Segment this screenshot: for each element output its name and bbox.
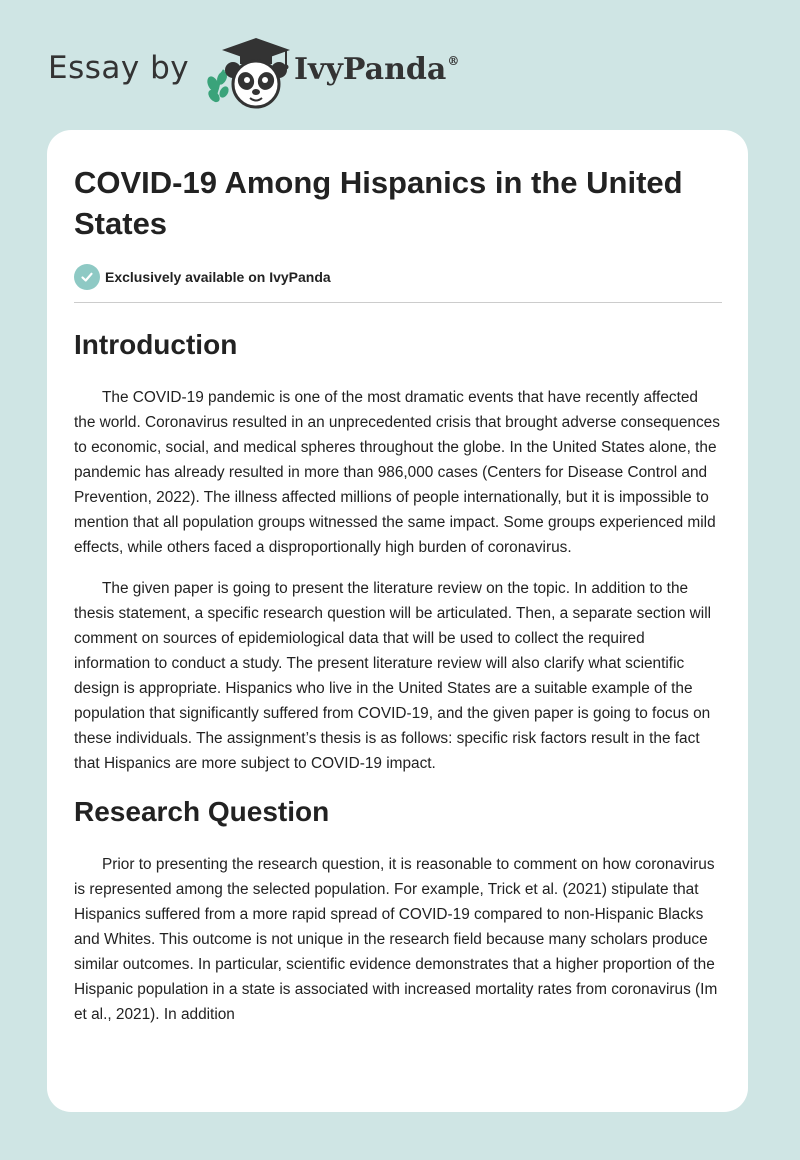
paragraph-introduction-2: The given paper is going to present the literature review on the topic. In addition to the thesis statement, a specific research question will be articulated. Then, a separate section will comment on sources of epidemiological data that will be used to collect the required information to conduct a study. The present literature review will also clarify what scientific design is appropriate. Hispanics who live in the United States are a suitable example of the population that significantly suffered from COVID-19, and the given paper is going to focus on these individuals. The assignment’s thesis is as follows: specific risk factors result in the fact that Hispanics are more subject to COVID-19 impact. [74,580,712,772]
essay-body [74,322,722,1027]
paragraph-research-question-1: Prior to presenting the research question, it is reasonable to comment on how coronavirus is represented among the selected population. For example, Trick et al. (2021) stipulate that Hispanics suffered from a more rapid spread of COVID-19 compared to non-Hispanic Blacks and Whites. This outcome is not unique in the research field because many scholars produce similar outcomes. In particular, scientific evidence demonstrates that a higher proportion of the Hispanic population in a state is associated with increased mortality rates from coronavirus (Im et al., 2021). In addition [74,856,718,1023]
essay-card [47,130,748,1112]
essay-by-label: Essay by [48,50,190,86]
title-divider [74,302,722,303]
paragraph-introduction-1: The COVID-19 pandemic is one of the most dramatic events that have recently affected the world. Coronavirus resulted in an unprecedented crisis that brought adverse consequences to economic, social, and medical spheres throughout the globe. In the United States alone, the pandemic has already resulted in more than 986,000 cases (Centers for Disease Control and Prevention, 2022). The illness affected millions of people internationally, but it is impossible to mention that all population groups witnessed the same impact. Some groups experienced mild effects, while others faced a disproportionally high burden of coronavirus. [74,389,720,556]
exclusive-badge [74,264,331,290]
brand-text: IvyPanda [294,52,447,87]
panda-graduate-logo-icon[interactable] [202,34,292,110]
essay-title: COVID-19 Among Hispanics in the United States [74,165,683,241]
site-header [48,32,548,112]
registered-mark: ® [447,54,460,68]
exclusive-badge-text: Exclusively available on IvyPanda [105,269,331,285]
brand-name[interactable] [294,52,459,87]
check-circle-icon [74,264,100,290]
section-heading-research-question: Research Question [74,796,330,827]
section-heading-introduction: Introduction [74,329,238,360]
